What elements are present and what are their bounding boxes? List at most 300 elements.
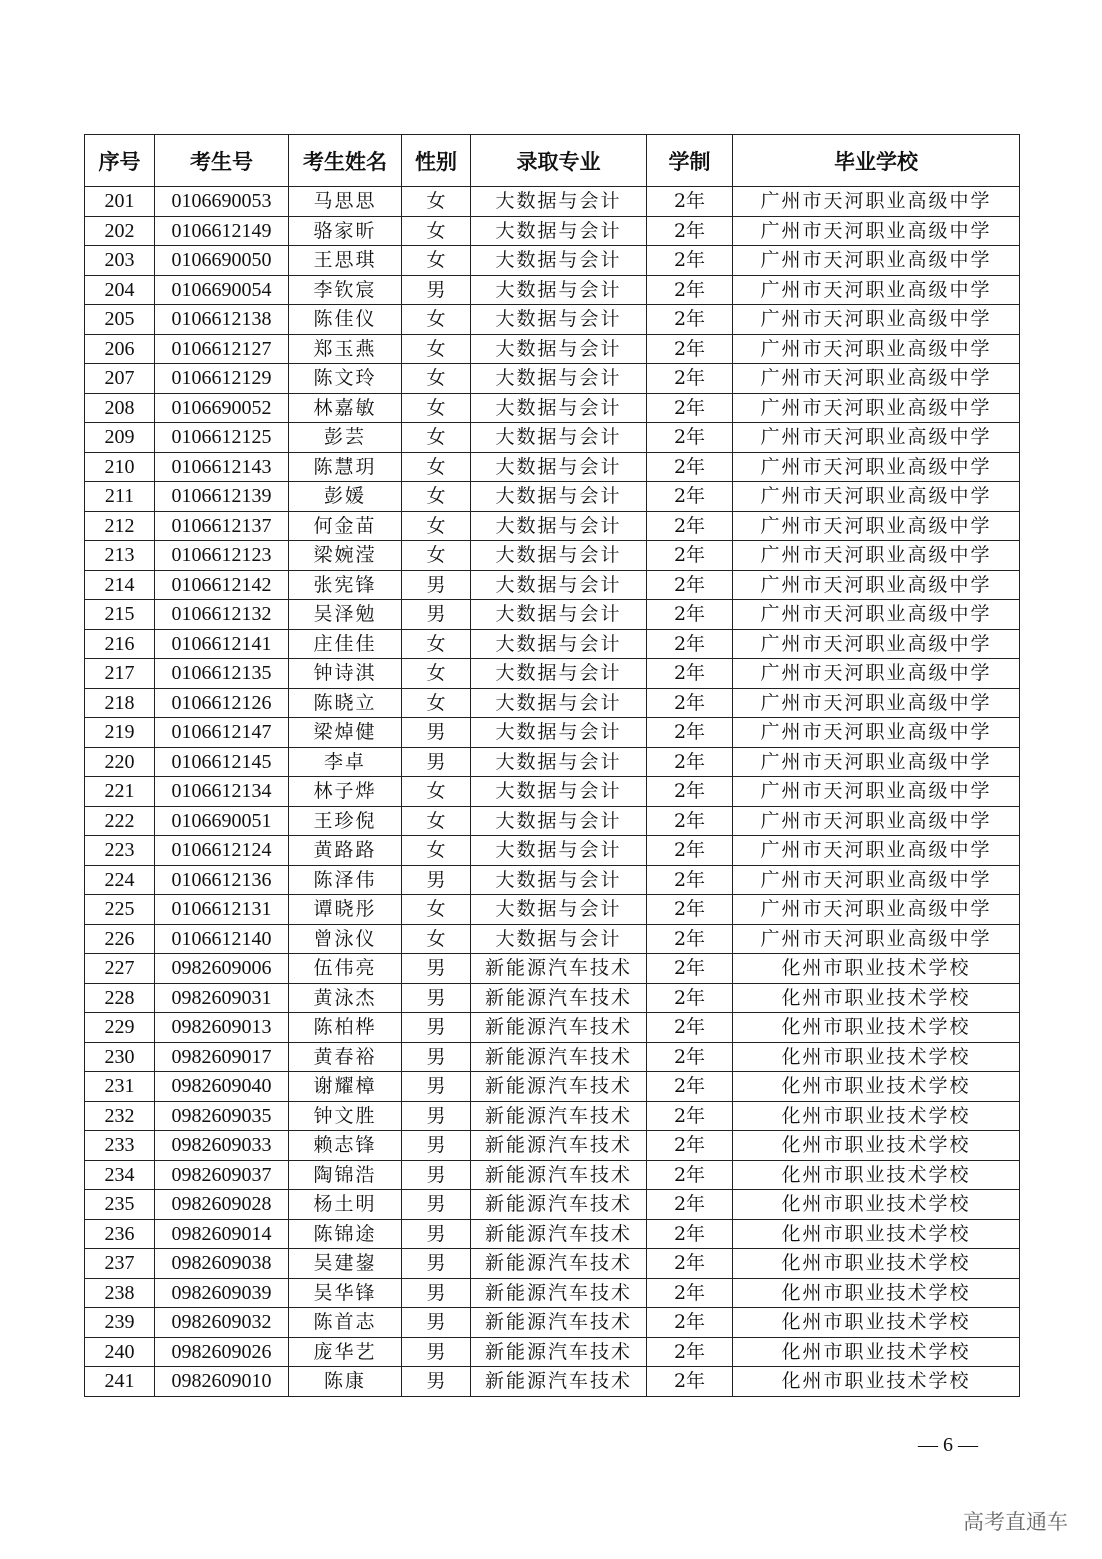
cell-major: 大数据与会计	[471, 541, 647, 571]
cell-exam-id: 0982609026	[155, 1337, 289, 1367]
cell-school: 化州市职业技术学校	[733, 1367, 1020, 1397]
cell-name: 骆家昕	[289, 216, 402, 246]
cell-gender: 女	[402, 688, 471, 718]
cell-major: 大数据与会计	[471, 423, 647, 453]
cell-school: 化州市职业技术学校	[733, 954, 1020, 984]
cell-name: 张宪锋	[289, 570, 402, 600]
cell-exam-id: 0982609014	[155, 1219, 289, 1249]
cell-duration: 2年	[647, 806, 733, 836]
cell-gender: 女	[402, 334, 471, 364]
cell-school: 化州市职业技术学校	[733, 1219, 1020, 1249]
cell-name: 陈文玲	[289, 364, 402, 394]
cell-name: 钟文胜	[289, 1101, 402, 1131]
cell-gender: 男	[402, 1249, 471, 1279]
cell-index: 212	[85, 511, 155, 541]
cell-exam-id: 0982609033	[155, 1131, 289, 1161]
cell-name: 何金苗	[289, 511, 402, 541]
table-row	[85, 924, 1020, 954]
cell-duration: 2年	[647, 364, 733, 394]
cell-exam-id: 0106612137	[155, 511, 289, 541]
cell-school: 广州市天河职业高级中学	[733, 393, 1020, 423]
cell-exam-id: 0982609037	[155, 1160, 289, 1190]
cell-school: 化州市职业技术学校	[733, 1190, 1020, 1220]
cell-index: 236	[85, 1219, 155, 1249]
cell-name: 陈柏桦	[289, 1013, 402, 1043]
table-row	[85, 1013, 1020, 1043]
cell-name: 吴泽勉	[289, 600, 402, 630]
cell-name: 王思琪	[289, 246, 402, 276]
admission-table	[84, 134, 1020, 1397]
header-name: 考生姓名	[289, 135, 402, 187]
cell-exam-id: 0106612129	[155, 364, 289, 394]
cell-duration: 2年	[647, 216, 733, 246]
table-row	[85, 836, 1020, 866]
cell-gender: 男	[402, 1160, 471, 1190]
cell-school: 广州市天河职业高级中学	[733, 246, 1020, 276]
cell-index: 235	[85, 1190, 155, 1220]
cell-gender: 女	[402, 629, 471, 659]
cell-school: 广州市天河职业高级中学	[733, 187, 1020, 217]
cell-gender: 女	[402, 393, 471, 423]
cell-name: 李卓	[289, 747, 402, 777]
cell-duration: 2年	[647, 541, 733, 571]
cell-major: 大数据与会计	[471, 393, 647, 423]
cell-major: 新能源汽车技术	[471, 1101, 647, 1131]
cell-exam-id: 0106612138	[155, 305, 289, 335]
cell-school: 广州市天河职业高级中学	[733, 275, 1020, 305]
cell-exam-id: 0982609032	[155, 1308, 289, 1338]
cell-school: 广州市天河职业高级中学	[733, 688, 1020, 718]
cell-school: 广州市天河职业高级中学	[733, 836, 1020, 866]
cell-major: 大数据与会计	[471, 452, 647, 482]
cell-school: 广州市天河职业高级中学	[733, 334, 1020, 364]
table-row	[85, 1219, 1020, 1249]
cell-gender: 女	[402, 895, 471, 925]
cell-exam-id: 0106612136	[155, 865, 289, 895]
table-body	[85, 187, 1020, 1397]
cell-exam-id: 0982609010	[155, 1367, 289, 1397]
table-row	[85, 187, 1020, 217]
cell-gender: 男	[402, 1131, 471, 1161]
table-row	[85, 541, 1020, 571]
cell-duration: 2年	[647, 659, 733, 689]
cell-duration: 2年	[647, 1219, 733, 1249]
cell-index: 223	[85, 836, 155, 866]
cell-major: 新能源汽车技术	[471, 983, 647, 1013]
cell-exam-id: 0106612125	[155, 423, 289, 453]
cell-gender: 女	[402, 423, 471, 453]
cell-index: 209	[85, 423, 155, 453]
cell-gender: 男	[402, 1219, 471, 1249]
cell-index: 230	[85, 1042, 155, 1072]
cell-exam-id: 0982609038	[155, 1249, 289, 1279]
cell-major: 大数据与会计	[471, 246, 647, 276]
cell-school: 广州市天河职业高级中学	[733, 865, 1020, 895]
cell-school: 广州市天河职业高级中学	[733, 541, 1020, 571]
cell-major: 大数据与会计	[471, 865, 647, 895]
table-header-row	[85, 135, 1020, 187]
cell-name: 梁婉滢	[289, 541, 402, 571]
cell-school: 化州市职业技术学校	[733, 1101, 1020, 1131]
cell-name: 庞华艺	[289, 1337, 402, 1367]
cell-index: 210	[85, 452, 155, 482]
cell-index: 228	[85, 983, 155, 1013]
cell-major: 新能源汽车技术	[471, 1278, 647, 1308]
cell-school: 广州市天河职业高级中学	[733, 364, 1020, 394]
cell-exam-id: 0106690053	[155, 187, 289, 217]
cell-exam-id: 0106612132	[155, 600, 289, 630]
cell-name: 陈慧玥	[289, 452, 402, 482]
cell-exam-id: 0106690050	[155, 246, 289, 276]
cell-exam-id: 0982609039	[155, 1278, 289, 1308]
cell-gender: 男	[402, 983, 471, 1013]
table-row	[85, 806, 1020, 836]
cell-duration: 2年	[647, 718, 733, 748]
cell-major: 大数据与会计	[471, 895, 647, 925]
header-index: 序号	[85, 135, 155, 187]
cell-name: 黄泳杰	[289, 983, 402, 1013]
cell-index: 202	[85, 216, 155, 246]
table-row	[85, 1160, 1020, 1190]
table-row	[85, 1249, 1020, 1279]
cell-name: 郑玉燕	[289, 334, 402, 364]
cell-school: 化州市职业技术学校	[733, 1278, 1020, 1308]
cell-exam-id: 0106612147	[155, 718, 289, 748]
cell-duration: 2年	[647, 452, 733, 482]
cell-index: 237	[85, 1249, 155, 1279]
cell-name: 陈晓立	[289, 688, 402, 718]
cell-major: 大数据与会计	[471, 747, 647, 777]
cell-exam-id: 0106612134	[155, 777, 289, 807]
cell-exam-id: 0106612139	[155, 482, 289, 512]
table-row	[85, 334, 1020, 364]
cell-school: 广州市天河职业高级中学	[733, 777, 1020, 807]
cell-exam-id: 0106612135	[155, 659, 289, 689]
cell-gender: 男	[402, 1042, 471, 1072]
cell-exam-id: 0982609040	[155, 1072, 289, 1102]
watermark: 高考直通车	[963, 1510, 1068, 1534]
table-row	[85, 1308, 1020, 1338]
cell-duration: 2年	[647, 423, 733, 453]
cell-school: 广州市天河职业高级中学	[733, 747, 1020, 777]
cell-exam-id: 0106612131	[155, 895, 289, 925]
cell-school: 广州市天河职业高级中学	[733, 718, 1020, 748]
cell-index: 238	[85, 1278, 155, 1308]
cell-index: 231	[85, 1072, 155, 1102]
table-row	[85, 511, 1020, 541]
cell-index: 233	[85, 1131, 155, 1161]
cell-exam-id: 0106690052	[155, 393, 289, 423]
cell-school: 化州市职业技术学校	[733, 1160, 1020, 1190]
cell-major: 新能源汽车技术	[471, 1042, 647, 1072]
cell-gender: 男	[402, 600, 471, 630]
cell-name: 彭芸	[289, 423, 402, 453]
table-row	[85, 1042, 1020, 1072]
table-row	[85, 275, 1020, 305]
cell-duration: 2年	[647, 688, 733, 718]
cell-name: 李钦宸	[289, 275, 402, 305]
cell-duration: 2年	[647, 482, 733, 512]
cell-major: 大数据与会计	[471, 718, 647, 748]
cell-school: 广州市天河职业高级中学	[733, 216, 1020, 246]
cell-major: 大数据与会计	[471, 924, 647, 954]
cell-exam-id: 0106612124	[155, 836, 289, 866]
cell-index: 213	[85, 541, 155, 571]
cell-duration: 2年	[647, 1160, 733, 1190]
cell-school: 化州市职业技术学校	[733, 1131, 1020, 1161]
cell-major: 新能源汽车技术	[471, 1190, 647, 1220]
cell-gender: 女	[402, 364, 471, 394]
cell-name: 陈康	[289, 1367, 402, 1397]
cell-school: 广州市天河职业高级中学	[733, 423, 1020, 453]
cell-duration: 2年	[647, 1101, 733, 1131]
cell-major: 大数据与会计	[471, 688, 647, 718]
cell-duration: 2年	[647, 1367, 733, 1397]
cell-name: 钟诗淇	[289, 659, 402, 689]
cell-school: 广州市天河职业高级中学	[733, 600, 1020, 630]
cell-major: 新能源汽车技术	[471, 954, 647, 984]
cell-duration: 2年	[647, 954, 733, 984]
cell-duration: 2年	[647, 511, 733, 541]
cell-gender: 女	[402, 777, 471, 807]
cell-index: 224	[85, 865, 155, 895]
cell-school: 广州市天河职业高级中学	[733, 924, 1020, 954]
cell-name: 黄春裕	[289, 1042, 402, 1072]
cell-duration: 2年	[647, 777, 733, 807]
cell-exam-id: 0106612145	[155, 747, 289, 777]
cell-gender: 男	[402, 275, 471, 305]
cell-school: 广州市天河职业高级中学	[733, 629, 1020, 659]
cell-school: 广州市天河职业高级中学	[733, 895, 1020, 925]
cell-major: 大数据与会计	[471, 216, 647, 246]
cell-school: 广州市天河职业高级中学	[733, 452, 1020, 482]
cell-major: 新能源汽车技术	[471, 1013, 647, 1043]
cell-major: 大数据与会计	[471, 570, 647, 600]
table-row	[85, 600, 1020, 630]
cell-duration: 2年	[647, 305, 733, 335]
cell-exam-id: 0982609031	[155, 983, 289, 1013]
cell-gender: 男	[402, 865, 471, 895]
cell-gender: 女	[402, 511, 471, 541]
cell-index: 234	[85, 1160, 155, 1190]
cell-index: 205	[85, 305, 155, 335]
cell-duration: 2年	[647, 1042, 733, 1072]
cell-name: 庄佳佳	[289, 629, 402, 659]
cell-gender: 男	[402, 1013, 471, 1043]
cell-index: 211	[85, 482, 155, 512]
cell-name: 吴建鋆	[289, 1249, 402, 1279]
cell-school: 化州市职业技术学校	[733, 1013, 1020, 1043]
cell-major: 新能源汽车技术	[471, 1367, 647, 1397]
cell-index: 239	[85, 1308, 155, 1338]
header-school: 毕业学校	[733, 135, 1020, 187]
cell-duration: 2年	[647, 1249, 733, 1279]
cell-name: 陶锦浩	[289, 1160, 402, 1190]
cell-school: 化州市职业技术学校	[733, 1042, 1020, 1072]
cell-name: 谭晓彤	[289, 895, 402, 925]
table-row	[85, 865, 1020, 895]
table-row	[85, 1131, 1020, 1161]
cell-exam-id: 0106612142	[155, 570, 289, 600]
cell-school: 广州市天河职业高级中学	[733, 806, 1020, 836]
table-row	[85, 423, 1020, 453]
cell-school: 广州市天河职业高级中学	[733, 305, 1020, 335]
table-row	[85, 1101, 1020, 1131]
cell-name: 谢耀樟	[289, 1072, 402, 1102]
table-row	[85, 983, 1020, 1013]
cell-index: 219	[85, 718, 155, 748]
cell-name: 彭媛	[289, 482, 402, 512]
cell-name: 陈首志	[289, 1308, 402, 1338]
cell-gender: 女	[402, 924, 471, 954]
cell-school: 化州市职业技术学校	[733, 1308, 1020, 1338]
cell-major: 大数据与会计	[471, 659, 647, 689]
cell-index: 216	[85, 629, 155, 659]
table-row	[85, 954, 1020, 984]
cell-gender: 女	[402, 216, 471, 246]
table-row	[85, 452, 1020, 482]
cell-duration: 2年	[647, 629, 733, 659]
cell-duration: 2年	[647, 865, 733, 895]
cell-school: 广州市天河职业高级中学	[733, 482, 1020, 512]
cell-gender: 男	[402, 954, 471, 984]
table-row	[85, 364, 1020, 394]
cell-exam-id: 0982609035	[155, 1101, 289, 1131]
cell-exam-id: 0106612123	[155, 541, 289, 571]
cell-index: 241	[85, 1367, 155, 1397]
cell-major: 大数据与会计	[471, 364, 647, 394]
cell-duration: 2年	[647, 334, 733, 364]
cell-duration: 2年	[647, 1072, 733, 1102]
cell-index: 215	[85, 600, 155, 630]
cell-school: 广州市天河职业高级中学	[733, 570, 1020, 600]
cell-exam-id: 0106690051	[155, 806, 289, 836]
cell-duration: 2年	[647, 1308, 733, 1338]
cell-major: 新能源汽车技术	[471, 1249, 647, 1279]
cell-major: 大数据与会计	[471, 187, 647, 217]
cell-name: 赖志锋	[289, 1131, 402, 1161]
cell-major: 大数据与会计	[471, 482, 647, 512]
cell-school: 化州市职业技术学校	[733, 1249, 1020, 1279]
cell-gender: 男	[402, 1278, 471, 1308]
cell-index: 220	[85, 747, 155, 777]
cell-major: 大数据与会计	[471, 777, 647, 807]
cell-index: 232	[85, 1101, 155, 1131]
cell-major: 新能源汽车技术	[471, 1131, 647, 1161]
cell-duration: 2年	[647, 275, 733, 305]
cell-major: 大数据与会计	[471, 806, 647, 836]
table-row	[85, 718, 1020, 748]
cell-duration: 2年	[647, 1337, 733, 1367]
cell-exam-id: 0982609006	[155, 954, 289, 984]
table-row	[85, 482, 1020, 512]
cell-index: 227	[85, 954, 155, 984]
cell-gender: 女	[402, 836, 471, 866]
page-number: — 6 —	[918, 1434, 978, 1456]
cell-duration: 2年	[647, 570, 733, 600]
cell-exam-id: 0106612143	[155, 452, 289, 482]
cell-gender: 男	[402, 1072, 471, 1102]
table-row	[85, 393, 1020, 423]
cell-major: 新能源汽车技术	[471, 1337, 647, 1367]
cell-name: 杨土明	[289, 1190, 402, 1220]
table-row	[85, 1072, 1020, 1102]
cell-major: 大数据与会计	[471, 511, 647, 541]
cell-name: 马思思	[289, 187, 402, 217]
cell-index: 222	[85, 806, 155, 836]
cell-exam-id: 0106690054	[155, 275, 289, 305]
header-gender: 性别	[402, 135, 471, 187]
cell-duration: 2年	[647, 1278, 733, 1308]
cell-exam-id: 0982609013	[155, 1013, 289, 1043]
cell-school: 化州市职业技术学校	[733, 1072, 1020, 1102]
table-row	[85, 777, 1020, 807]
header-duration: 学制	[647, 135, 733, 187]
table-row	[85, 1278, 1020, 1308]
cell-name: 陈泽伟	[289, 865, 402, 895]
cell-major: 大数据与会计	[471, 334, 647, 364]
table-row	[85, 895, 1020, 925]
cell-gender: 女	[402, 246, 471, 276]
cell-exam-id: 0106612126	[155, 688, 289, 718]
cell-index: 218	[85, 688, 155, 718]
cell-index: 214	[85, 570, 155, 600]
table-row	[85, 216, 1020, 246]
cell-exam-id: 0982609017	[155, 1042, 289, 1072]
table-row	[85, 629, 1020, 659]
cell-gender: 女	[402, 482, 471, 512]
cell-duration: 2年	[647, 924, 733, 954]
cell-major: 大数据与会计	[471, 600, 647, 630]
cell-major: 新能源汽车技术	[471, 1160, 647, 1190]
cell-name: 林嘉敏	[289, 393, 402, 423]
cell-gender: 女	[402, 452, 471, 482]
cell-major: 新能源汽车技术	[471, 1308, 647, 1338]
cell-name: 陈佳仪	[289, 305, 402, 335]
cell-major: 大数据与会计	[471, 629, 647, 659]
cell-exam-id: 0106612140	[155, 924, 289, 954]
cell-name: 吴华锋	[289, 1278, 402, 1308]
cell-gender: 男	[402, 718, 471, 748]
table-row	[85, 1337, 1020, 1367]
cell-name: 曾泳仪	[289, 924, 402, 954]
cell-gender: 女	[402, 659, 471, 689]
cell-index: 204	[85, 275, 155, 305]
cell-gender: 女	[402, 187, 471, 217]
header-major: 录取专业	[471, 135, 647, 187]
cell-exam-id: 0106612149	[155, 216, 289, 246]
cell-index: 203	[85, 246, 155, 276]
cell-major: 新能源汽车技术	[471, 1072, 647, 1102]
cell-index: 207	[85, 364, 155, 394]
cell-duration: 2年	[647, 600, 733, 630]
table-row	[85, 659, 1020, 689]
cell-duration: 2年	[647, 1013, 733, 1043]
cell-gender: 男	[402, 1337, 471, 1367]
table-row	[85, 688, 1020, 718]
cell-school: 化州市职业技术学校	[733, 1337, 1020, 1367]
cell-major: 大数据与会计	[471, 836, 647, 866]
cell-name: 伍伟亮	[289, 954, 402, 984]
cell-exam-id: 0982609028	[155, 1190, 289, 1220]
cell-duration: 2年	[647, 187, 733, 217]
cell-exam-id: 0106612127	[155, 334, 289, 364]
cell-school: 广州市天河职业高级中学	[733, 659, 1020, 689]
cell-gender: 男	[402, 1308, 471, 1338]
cell-gender: 男	[402, 1101, 471, 1131]
cell-school: 化州市职业技术学校	[733, 983, 1020, 1013]
cell-index: 206	[85, 334, 155, 364]
